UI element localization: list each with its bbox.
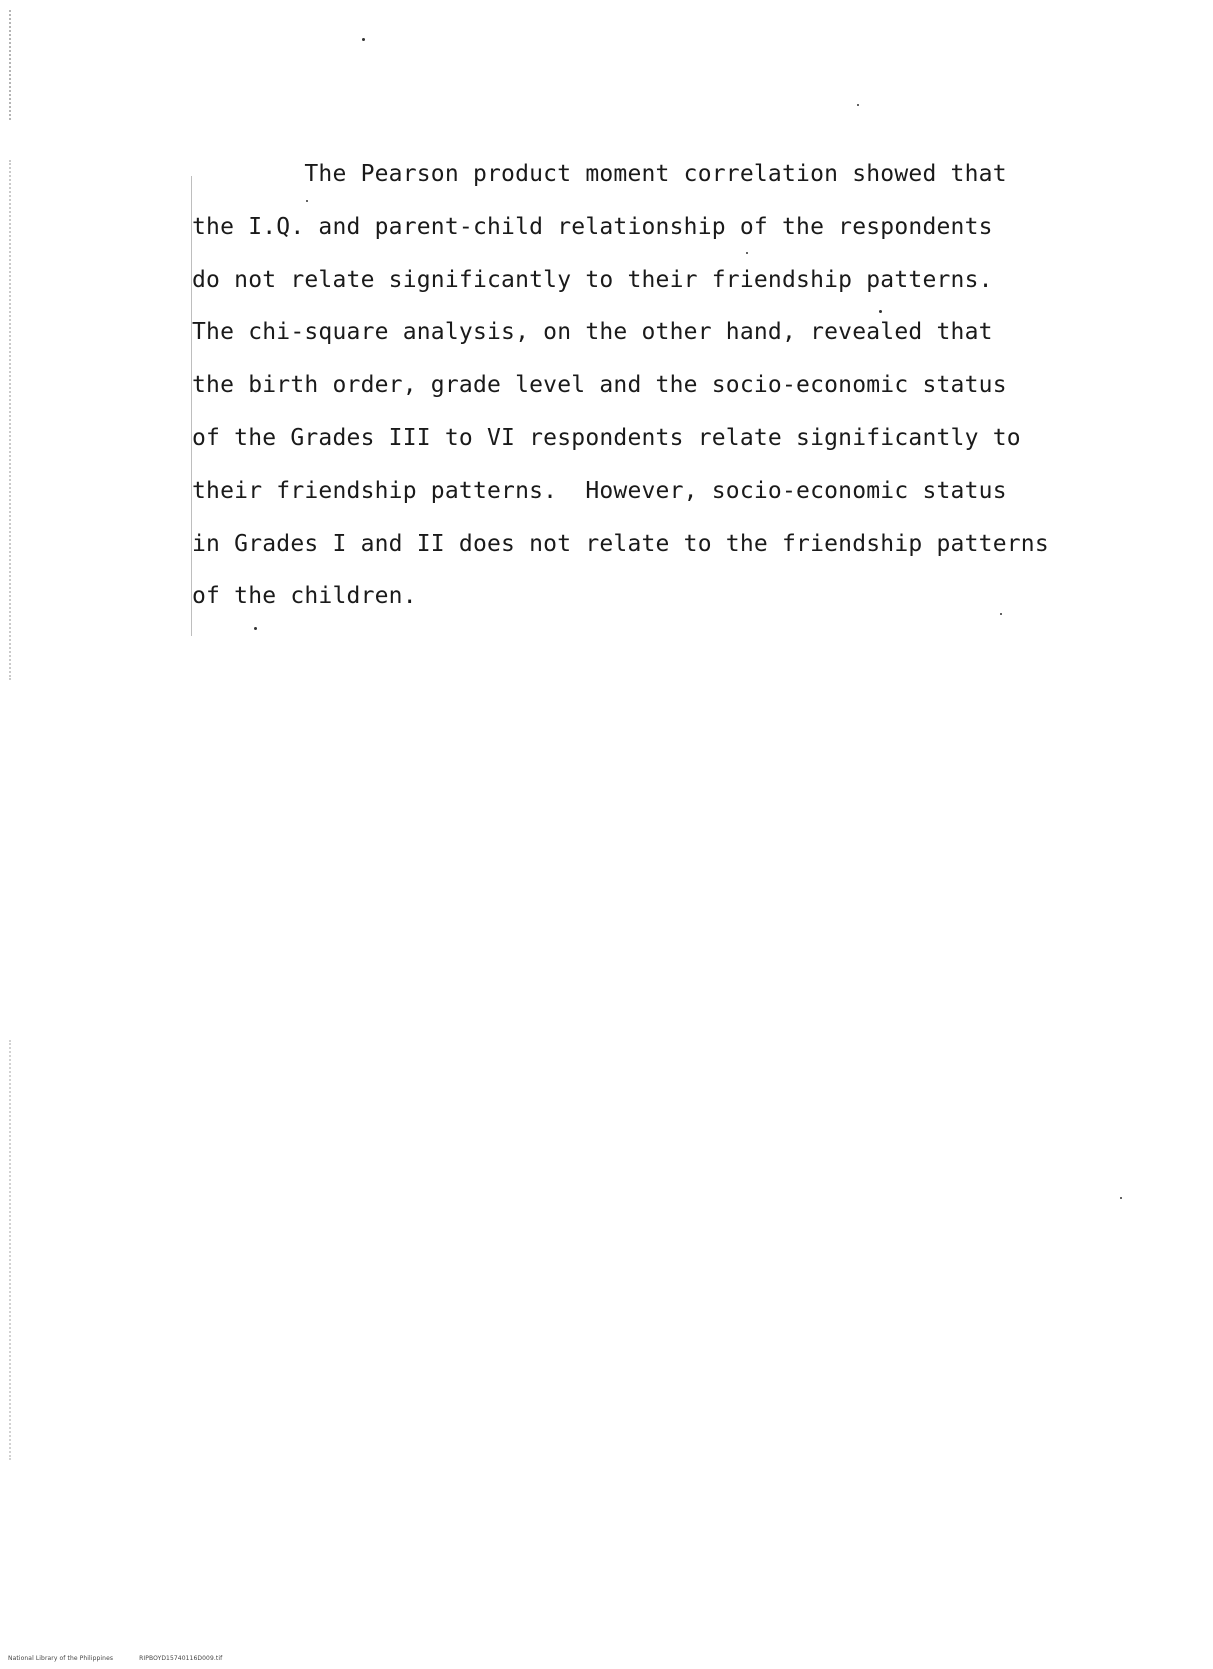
scan-speck — [1120, 1197, 1122, 1199]
scan-footer — [0, 1648, 222, 1669]
scan-speck — [857, 104, 859, 106]
paragraph-line-7: their friendship patterns. However, socio-economic status — [192, 477, 1007, 504]
paragraph-line-3: do not relate significantly to their friendship patterns. — [192, 266, 993, 293]
scan-edge-marks — [9, 1040, 13, 1460]
paragraph-line-8: in Grades I and II does not relate to the friendship patterns — [192, 530, 1049, 557]
scan-speck — [254, 627, 257, 630]
footer-library-name: National Library of the Philippines — [8, 1655, 114, 1662]
body-paragraph — [192, 148, 1152, 623]
paragraph-line-2: the I.Q. and parent-child relationship of the respondents — [192, 213, 993, 240]
paragraph-line-1: The Pearson product moment correlation showed that — [192, 161, 1007, 187]
paragraph-line-9: of the children. — [192, 583, 417, 610]
scan-edge-marks — [9, 160, 13, 680]
footer-file-name: RIPBOYD15740116D009.tif — [139, 1655, 223, 1662]
scan-edge-marks — [9, 10, 13, 120]
paragraph-line-5: the birth order, grade level and the socio-economic status — [192, 372, 1007, 399]
scan-speck — [362, 38, 365, 41]
paragraph-line-6: of the Grades III to VI respondents relate significantly to — [192, 424, 1021, 451]
paragraph-line-4: The chi-square analysis, on the other hand, revealed that — [192, 319, 993, 346]
